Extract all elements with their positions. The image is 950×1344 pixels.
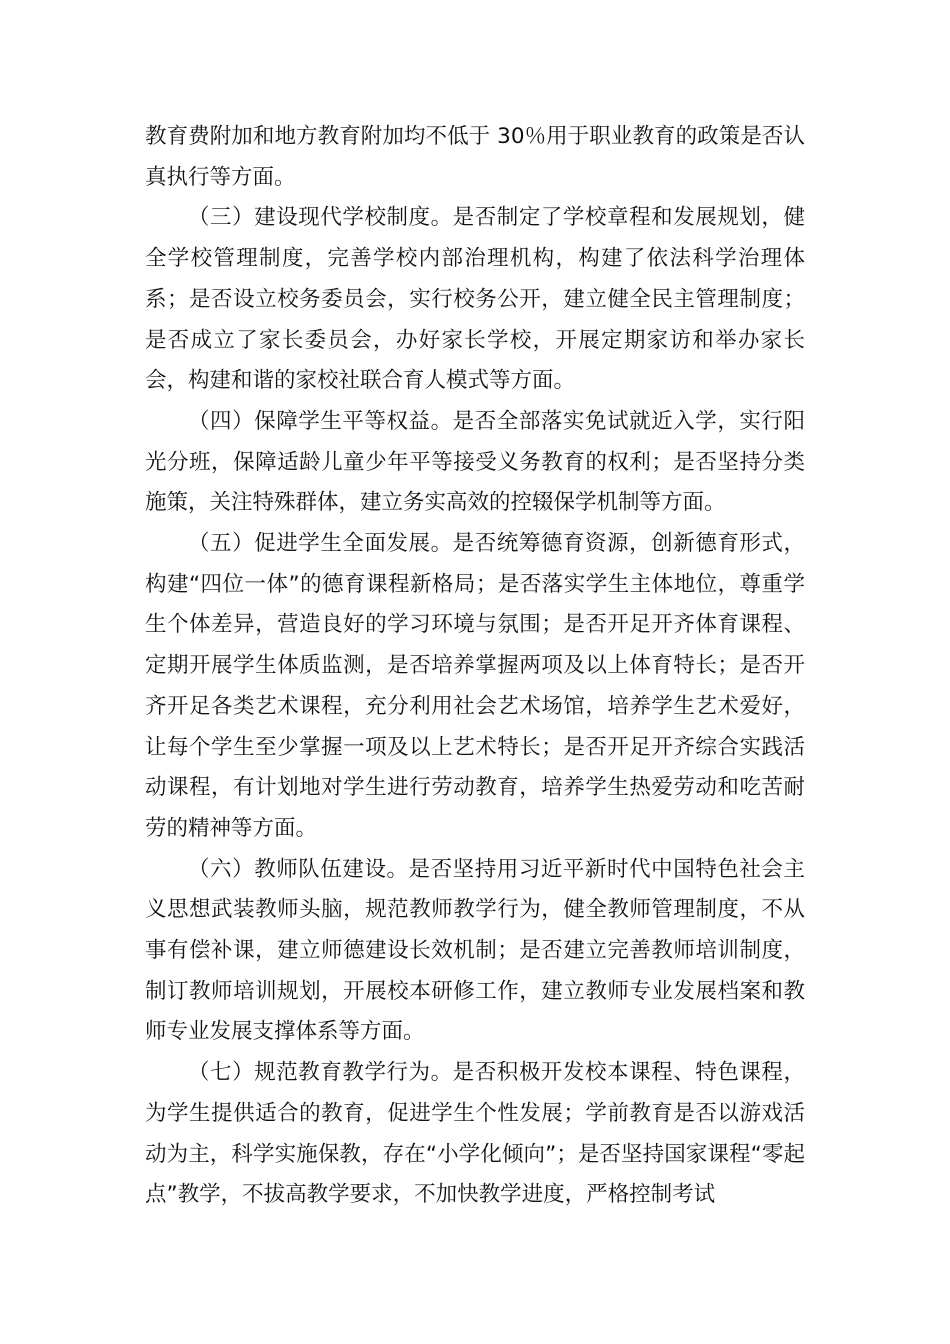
paragraph-section-7: （七）规范教育教学行为。是否积极开发校本课程、特色课程，为学生提供适合的教育，促进学生个性发展；学前教育是否以游戏活动为主，科学实施保教，存在“小学化倾向”；是否坚持国家课程“零起点”教学，不拔高教学要求，不加快教学进度，严格控制考试	[145, 1060, 805, 1208]
paragraph-section-3: （三）建设现代学校制度。是否制定了学校章程和发展规划，健全学校管理制度，完善学校内部治理机构，构建了依法科学治理体系；是否设立校务委员会，实行校务公开，建立健全民主管理制度；是否成立了家长委员会，办好家长学校，开展定期家访和举办家长会，构建和谐的家校社联合育人模式等方面。	[145, 205, 805, 394]
paragraph-continuation: 教育费附加和地方教育附加均不低于 30％用于职业教育的政策是否认真执行等方面。	[145, 124, 805, 190]
paragraph-section-6: （六）教师队伍建设。是否坚持用习近平新时代中国特色社会主义思想武装教师头脑，规范教师教学行为，健全教师管理制度，不从事有偿补课，建立师德建设长效机制；是否建立完善教师培训制度，制订教师培训规划，开展校本研修工作，建立教师专业发展档案和教师专业发展支撑体系等方面。	[145, 856, 805, 1045]
paragraph-section-5: （五）促进学生全面发展。是否统筹德育资源，创新德育形式，构建“四位一体”的德育课程新格局；是否落实学生主体地位，尊重学生个体差异，营造良好的学习环境与氛围；是否开足开齐体育课程、定期开展学生体质监测，是否培养掌握两项及以上体育特长；是否开齐开足各类艺术课程，充分利用社会艺术场馆，培养学生艺术爱好，让每个学生至少掌握一项及以上艺术特长；是否开足开齐综合实践活动课程，有计划地对学生进行劳动教育，培养学生热爱劳动和吃苦耐劳的精神等方面。	[145, 531, 805, 841]
document-page	[145, 117, 805, 1216]
paragraph-section-4: （四）保障学生平等权益。是否全部落实免试就近入学，实行阳光分班，保障适龄儿童少年平等接受义务教育的权利；是否坚持分类施策，关注特殊群体，建立务实高效的控辍保学机制等方面。	[145, 408, 805, 516]
